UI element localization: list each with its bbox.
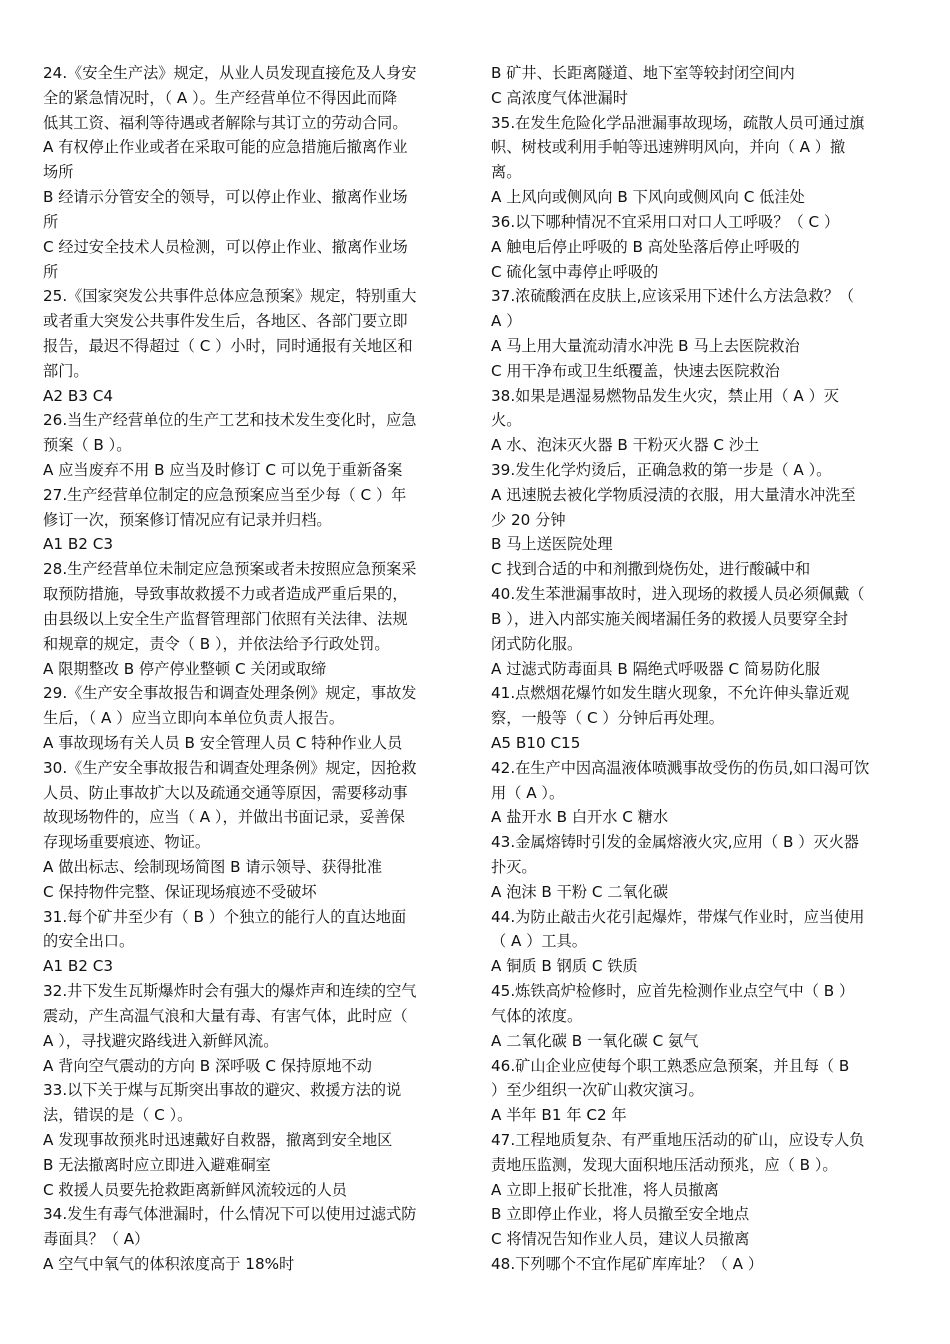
right-text-line: 少 20 分钟 (491, 510, 566, 529)
right-text-line: C 将情况告知作业人员，建议人员撤离 (491, 1230, 750, 1249)
left-text-line: 所 (43, 212, 59, 231)
left-text-line: 29.《生产安全事故报告和调查处理条例》规定，事故发 (43, 684, 417, 703)
left-text-line: 生后，（ A ）应当立即向本单位负责人报告。 (43, 709, 345, 728)
left-text-line: A 空气中氧气的体积浓度高于 18%时 (43, 1255, 295, 1273)
left-text-line: 由县级以上安全生产监督管理部门依照有关法律、法规 (43, 609, 408, 628)
left-text-line: A 事故现场有关人员 B 安全管理人员 C 特种作业人员 (43, 733, 403, 752)
left-text-line: A 有权停止作业或者在采取可能的应急措施后撤离作业 (43, 138, 408, 157)
left-text-line: 法，错误的是（ C ）。 (43, 1106, 193, 1125)
right-text-line: A 过滤式防毒面具 B 隔绝式呼吸器 C 简易防化服 (491, 659, 820, 678)
left-text-line: 修订一次，预案修订情况应有记录并归档。 (43, 510, 332, 529)
right-text-line: A 泡沫 B 干粉 C 二氧化碳 (491, 882, 669, 901)
left-text-line: 部门。 (43, 361, 89, 380)
left-text-line: 30.《生产安全事故报告和调查处理条例》规定，因抢救 (43, 758, 417, 777)
right-text-line: A 触电后停止呼吸的 B 高处坠落后停止呼吸的 (491, 237, 800, 256)
right-text-line: 41.点燃烟花爆竹如发生瞎火现象，不允许伸头靠近观 (491, 684, 850, 703)
right-text-line: 帜、树枝或利用手帕等迅速辨明风向，并向（ A ）撤 (491, 138, 846, 157)
left-text-line: 取预防措施，导致事故救援不力或者造成严重后果的， (43, 585, 408, 604)
right-text-line: A 二氧化碳 B 一氧化碳 C 氨气 (491, 1031, 699, 1050)
right-text-line: B 立即停止作业，将人员撤至安全地点 (491, 1205, 750, 1224)
right-text-line: 38.如果是遇湿易燃物品发生火灾，禁止用（ A ）灭 (491, 386, 839, 405)
left-text-line: 低其工资、福利等待遇或者解除与其订立的劳动合同。 (43, 113, 408, 132)
left-text-line: 所 (43, 262, 59, 281)
right-text-line: 44.为防止敲击火花引起爆炸，带煤气作业时，应当使用 (491, 907, 865, 926)
right-text-line: 察，一般等（ C ）分钟后再处理。 (491, 709, 724, 728)
right-text-column (491, 61, 911, 1277)
left-text-line: A2 B3 C4 (43, 386, 114, 405)
left-text-line: 26.当生产经营单位的生产工艺和技术发生变化时，应急 (43, 411, 417, 430)
left-text-line: A 背向空气震动的方向 B 深呼吸 C 保持原地不动 (43, 1056, 372, 1075)
left-text-line: 的安全出口。 (43, 932, 135, 951)
left-text-line: 25.《国家突发公共事件总体应急预案》规定，特别重大 (43, 287, 417, 306)
right-text-line: 36.以下哪种情况不宜采用口对口人工呼吸？（ C ） (491, 212, 840, 231)
right-text-line: 45.炼铁高炉检修时，应首先检测作业点空气中（ B ） (491, 982, 855, 1001)
right-text-line: C 找到合适的中和剂撒到烧伤处，进行酸碱中和 (491, 560, 811, 579)
left-text-line: A1 B2 C3 (43, 535, 114, 554)
right-text-line: A 铜质 B 钢质 C 铁质 (491, 957, 638, 976)
right-text-line: B ），进入内部实施关阀堵漏任务的救援人员要穿全封 (491, 609, 848, 628)
right-text-line: 47.工程地质复杂、有严重地压活动的矿山，应设专人负 (491, 1130, 865, 1149)
right-text-line: C 硫化氢中毒停止呼吸的 (491, 262, 659, 281)
left-text-line: A 做出标志、绘制现场简图 B 请示领导、获得批准 (43, 858, 383, 876)
right-text-line: 用（ A ）。 (491, 783, 565, 802)
left-text-line: 32.井下发生瓦斯爆炸时会有强大的爆炸声和连续的空气 (43, 982, 417, 1001)
left-text-line: 27.生产经营单位制定的应急预案应当至少每（ C ）年 (43, 485, 407, 504)
right-text-line: 闭式防化服。 (491, 634, 583, 653)
right-text-line: 40.发生苯泄漏事故时，进入现场的救援人员必须佩戴（ (491, 585, 865, 604)
right-text-line: A 盐开水 B 白开水 C 糖水 (491, 808, 669, 827)
left-text-line: 33.以下关于煤与瓦斯突出事故的避灾、救援方法的说 (43, 1081, 402, 1100)
right-text-line: A5 B10 C15 (491, 733, 581, 752)
right-text-line: 火。 (491, 411, 522, 430)
left-text-line: 震动，产生高温气浪和大量有毒、有害气体，此时应（ (43, 1006, 408, 1025)
right-text-line: A 水、泡沫灭火器 B 干粉灭火器 C 沙土 (491, 436, 760, 455)
right-text-line: B 矿井、长距离隧道、地下室等较封闭空间内 (491, 64, 795, 82)
right-text-line: 48.下列哪个不宜作尾矿库库址？（ A ） (491, 1255, 764, 1273)
left-text-line: 或者重大突发公共事件发生后，各地区、各部门要立即 (43, 312, 408, 331)
left-text-line: 存现场重要痕迹、物证。 (43, 833, 211, 852)
right-text-line: A 迅速脱去被化学物质浸渍的衣服，用大量清水冲洗至 (491, 485, 856, 504)
right-text-line: A 半年 B1 年 C2 年 (491, 1106, 627, 1125)
right-text-line: A 立即上报矿长批准，将人员撤离 (491, 1180, 719, 1199)
left-text-line: C 救援人员要先抢救距离新鲜风流较远的人员 (43, 1180, 347, 1199)
left-text-line: C 经过安全技术人员检测，可以停止作业、撤离作业场 (43, 237, 408, 256)
right-text-line: A ） (491, 312, 522, 331)
left-text-line: 毒面具？（ A） (43, 1230, 150, 1249)
right-text-line: ）至少组织一次矿山救灾演习。 (491, 1081, 704, 1100)
left-text-line: 人员、防止事故扩大以及疏通交通等原因，需要移动事 (43, 783, 408, 802)
left-text-line: A 应当废弃不用 B 应当及时修订 C 可以免于重新备案 (43, 461, 403, 479)
right-text-line: 扑灭。 (491, 858, 537, 876)
left-text-line: 28.生产经营单位未制定应急预案或者未按照应急预案采 (43, 560, 417, 579)
left-text-line: A ），寻找避灾路线进入新鲜风流。 (43, 1031, 279, 1050)
left-text-line: 全的紧急情况时，（ A ）。生产经营单位不得因此而降 (43, 88, 398, 107)
right-text-line: A 上风向或侧风向 B 下风向或侧风向 C 低洼处 (491, 188, 805, 207)
left-text-line: A 限期整改 B 停产停业整顿 C 关闭或取缔 (43, 659, 327, 678)
left-text-line: A 发现事故预兆时迅速戴好自救器，撤离到安全地区 (43, 1130, 393, 1149)
right-text-line: 42.在生产中因高温液体喷溅事故受伤的伤员,如口渴可饮 (491, 758, 870, 777)
left-text-line: B 经请示分管安全的领导，可以停止作业、撤离作业场 (43, 188, 408, 207)
right-text-line: C 用干净布或卫生纸覆盖，快速去医院救治 (491, 361, 780, 380)
left-text-line: 故现场物件的，应当（ A ），并做出书面记录，妥善保 (43, 808, 405, 827)
left-text-line: 报告，最迟不得超过（ C ）小时，同时通报有关地区和 (43, 336, 413, 355)
right-text-line: 39.发生化学灼烫后，正确急救的第一步是（ A ）。 (491, 461, 832, 479)
left-text-line: 和规章的规定，责令（ B ），并依法给予行政处罚。 (43, 634, 390, 653)
left-text-line: C 保持物件完整、保证现场痕迹不受破坏 (43, 882, 317, 901)
right-text-line: （ A ）工具。 (491, 932, 587, 951)
right-text-line: A 马上用大量流动清水冲洗 B 马上去医院救治 (491, 336, 800, 355)
right-text-line: 离。 (491, 163, 522, 182)
left-text-line: 场所 (43, 163, 74, 182)
right-text-line: 37.浓硫酸洒在皮肤上,应该采用下述什么方法急救？（ (491, 287, 855, 306)
right-text-line: 46.矿山企业应使每个职工熟悉应急预案，并且每（ B (491, 1056, 850, 1075)
right-text-line: 35.在发生危险化学品泄漏事故现场，疏散人员可通过旗 (491, 113, 865, 132)
left-text-line: 34.发生有毒气体泄漏时，什么情况下可以使用过滤式防 (43, 1205, 417, 1224)
right-text-line: 责地压监测，发现大面积地压活动预兆，应（ B ）。 (491, 1155, 838, 1174)
right-text-line: 气体的浓度。 (491, 1006, 583, 1025)
left-text-line: B 无法撤离时应立即进入避难硐室 (43, 1155, 271, 1174)
right-text-line: B 马上送医院处理 (491, 535, 613, 554)
right-text-line: 43.金属熔铸时引发的金属熔液火灾,应用（ B ）灭火器 (491, 833, 859, 852)
left-text-line: A1 B2 C3 (43, 957, 114, 976)
left-text-line: 31.每个矿井至少有（ B ）个独立的能行人的直达地面 (43, 907, 407, 926)
left-text-line: 预案（ B ）。 (43, 436, 132, 455)
left-text-column (43, 61, 465, 1277)
left-text-line: 24.《安全生产法》规定，从业人员发现直接危及人身安 (43, 64, 417, 82)
right-text-line: C 高浓度气体泄漏时 (491, 88, 628, 107)
